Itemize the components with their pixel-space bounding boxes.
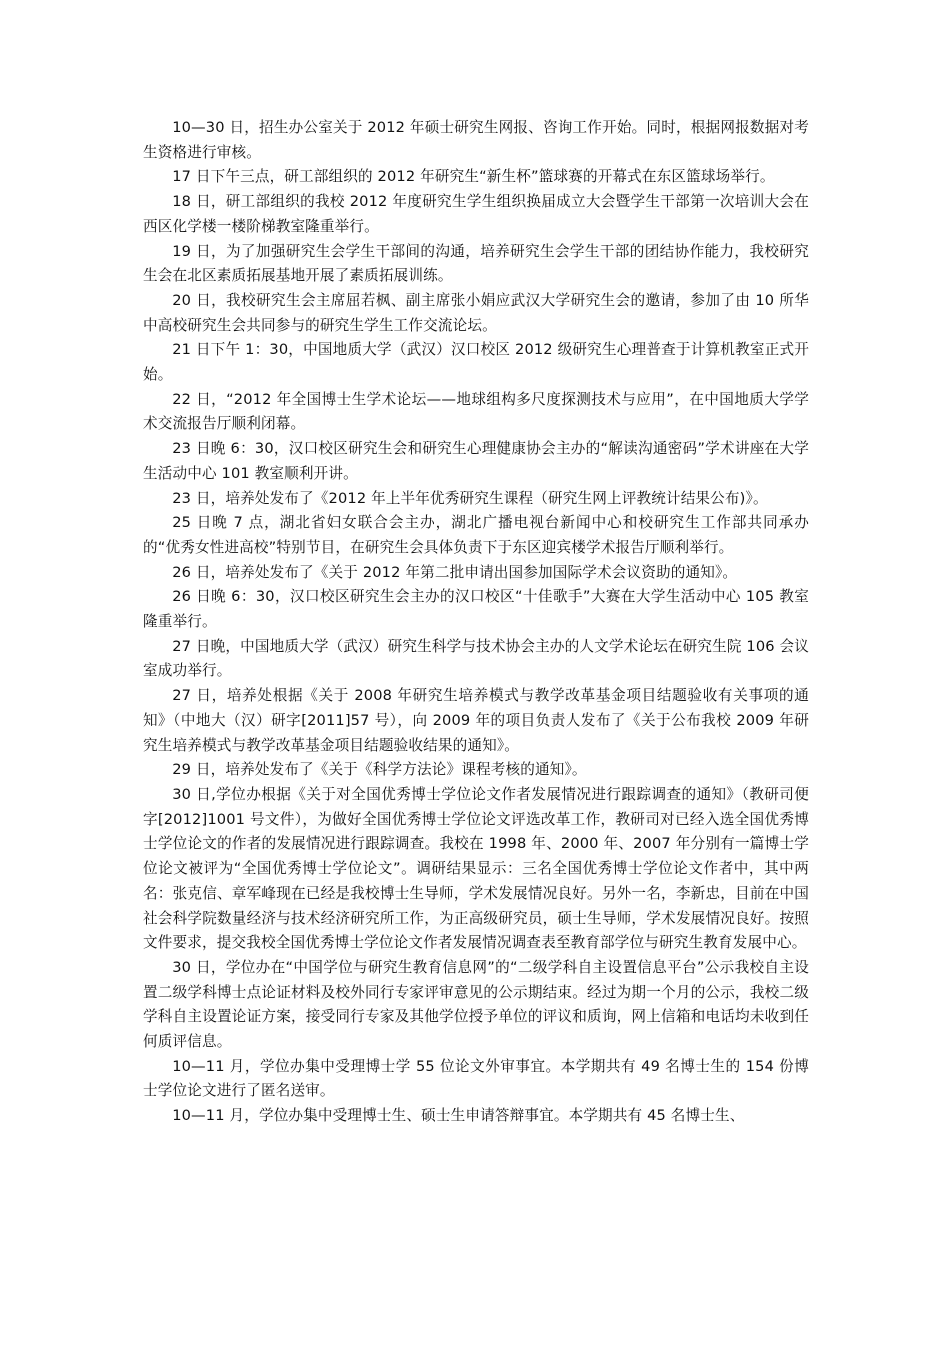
paragraph: 17 日下午三点，研工部组织的 2012 年研究生“新生杯”篮球赛的开幕式在东区篮球场举行。 [172, 168, 775, 186]
paragraph: 26 日晚 6：30，汉口校区研究生会主办的汉口校区“十佳歌手”大赛在大学生活动中心 105 教室隆重举行。 [143, 588, 809, 631]
paragraph: 25 日晚 7 点，湖北省妇女联合会主办，湖北广播电视台新闻中心和校研究生工作部共同承办的“优秀女性进高校”特别节目，在研究生会具体负责下于东区迎宾楼学术报告厅顺利举行。 [143, 514, 809, 556]
paragraph: 10—30 日，招生办公室关于 2012 年硕士研究生网报、咨询工作开始。同时，根据网报数据对考生资格进行审核。 [143, 119, 809, 161]
document-body [143, 116, 809, 1129]
paragraph: 20 日，我校研究生会主席屈若枫、副主席张小娟应武汉大学研究生会的邀请，参加了由 10 所华中高校研究生会共同参与的研究生学生工作交流论坛。 [143, 291, 809, 334]
paragraph: 26 日，培养处发布了《关于 2012 年第二批申请出国参加国际学术会议资助的通知》。 [172, 563, 738, 581]
paragraph: 21 日下午 1：30，中国地质大学（武汉）汉口校区 2012 级研究生心理普查于计算机教室正式开始。 [143, 341, 809, 384]
paragraph: 22 日，“2012 年全国博士生学术论坛——地球组构多尺度探测技术与应用”，在中国地质大学学术交流报告厅顺利闭幕。 [143, 390, 809, 433]
paragraph: 10—11 月，学位办集中受理博士生、硕士生申请答辩事宜。本学期共有 45 名博士生、 [172, 1107, 745, 1125]
paragraph: 27 日晚，中国地质大学（武汉）研究生科学与技术协会主办的人文学术论坛在研究生院 106 会议室成功举行。 [143, 637, 809, 680]
paragraph: 18 日，研工部组织的我校 2012 年度研究生学生组织换届成立大会暨学生干部第一次培训大会在西区化学楼一楼阶梯教室隆重举行。 [143, 193, 809, 235]
paragraph: 30 日,学位办根据《关于对全国优秀博士学位论文作者发展情况进行跟踪调查的通知》（教研司便字[2012]1001 号文件），为做好全国优秀博士学位论文评选改革工作，教研司对已经入选全国优秀博士学位论文的作者的发展情况进行跟踪调查。我校在 1998 年、2000 年、2007 年分别有一篇博士学位论文被评为“全国优秀博士学位论文”。调研结果显示：三名全国优秀博士学位论文作者中，其中两名：张克信、章军峰现在已经是我校博士生导师，学术发展情况良好。另外一名，李新忠，目前在中国社会科学院数量经济与技术经济研究所工作，为正高级研究员，硕士生导师，学术发展情况良好。按照文件要求，提交我校全国优秀博士学位论文作者发展情况调查表至教育部学位与研究生教育发展中心。 [143, 785, 809, 952]
paragraph: 23 日晚 6：30，汉口校区研究生会和研究生心理健康协会主办的“解读沟通密码”学术讲座在大学生活动中心 101 教室顺利开讲。 [143, 440, 809, 482]
paragraph: 27 日，培养处根据《关于 2008 年研究生培养模式与教学改革基金项目结题验收有关事项的通知》（中地大（汉）研字[2011]57 号），向 2009 年的项目负责人发布了《关于公布我校 2009 年研究生培养模式与教学改革基金项目结题验收结果的通知》。 [143, 687, 809, 754]
paragraph: 29 日，培养处发布了《关于《科学方法论》课程考核的通知》。 [172, 761, 587, 779]
paragraph: 23 日，培养处发布了《2012 年上半年优秀研究生课程（研究生网上评教统计结果公布)》。 [172, 489, 768, 507]
paragraph: 30 日，学位办在“中国学位与研究生教育信息网”的“二级学科自主设置信息平台”公示我校自主设置二级学科博士点论证材料及校外同行专家评审意见的公示期结束。经过为期一个月的公示，我校二级学科自主设置论证方案，接受同行专家及其他学位授予单位的评议和质询，网上信箱和电话均未收到任何质评信息。 [143, 958, 809, 1051]
paragraph: 19 日，为了加强研究生会学生干部间的沟通，培养研究生会学生干部的团结协作能力，我校研究生会在北区素质拓展基地开展了素质拓展训练。 [143, 242, 809, 285]
paragraph: 10—11 月，学位办集中受理博士学 55 位论文外审事宜。本学期共有 49 名博士生的 154 份博士学位论文进行了匿名送审。 [143, 1057, 809, 1100]
